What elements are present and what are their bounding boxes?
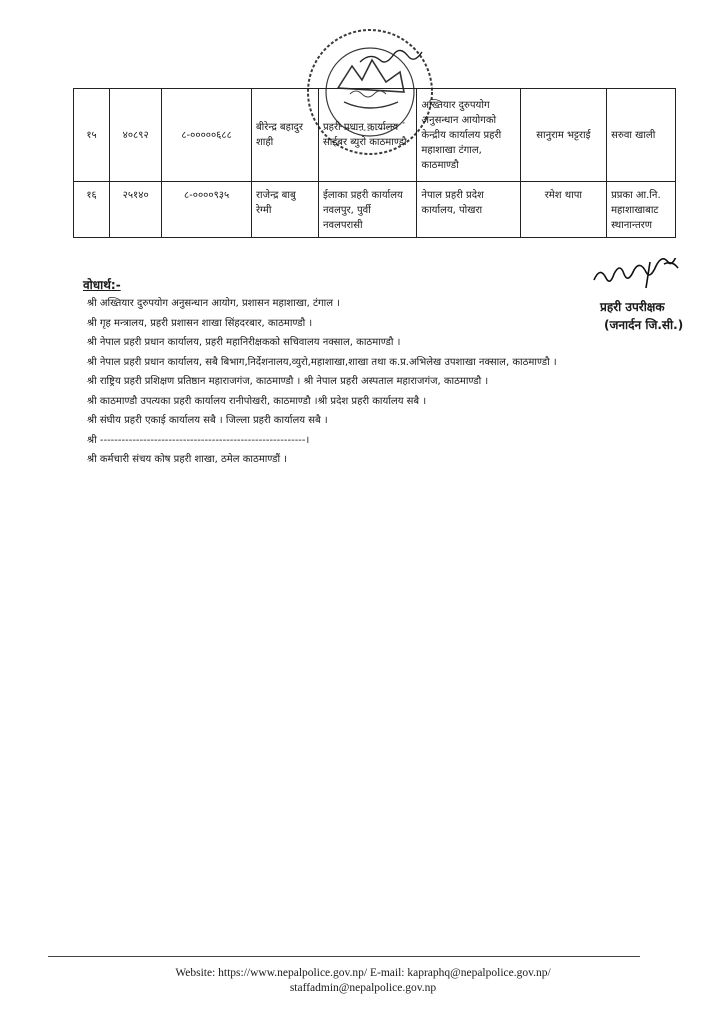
posted-office-cell: नेपाल प्रहरी प्रदेश कार्यालय, पोखरा — [417, 182, 520, 238]
police-id-cell: ४०८९२ — [110, 89, 162, 182]
footer-line-website: Website: https://www.nepalpolice.gov.np/ E-mail: kapraphq@nepalpolice.gov.np/ — [175, 967, 551, 979]
serial-number-cell: १५ — [74, 89, 110, 182]
current-office-cell: प्रहरी प्रधान कार्यालय साईबर ब्युरो काठमाण्डौ — [318, 89, 416, 182]
list-item: श्री कर्मचारी संचय कोष प्रहरी शाखा, ठमेल काठमाण्डौं । — [87, 454, 288, 465]
distribution-list — [87, 294, 557, 470]
table-row — [74, 89, 676, 182]
replacement-cell: सानुराम भट्टराई — [520, 89, 606, 182]
list-item: श्री नेपाल प्रहरी प्रधान कार्यालय, सबै बिभाग,निर्देशनालय,व्युरो,महाशाखा,शाखा तथा क.प्र.अभिलेख उपशाखा नक्साल, काठमाण्डौ । — [87, 356, 557, 368]
list-item: श्री गृह मन्त्रालय, प्रहरी प्रशासन शाखा सिंहदरबार, काठमाण्डौ । — [87, 317, 313, 329]
account-number-cell: ८-०००००६८८ — [162, 89, 252, 182]
list-item: श्री अख्तियार दुरुपयोग अनुसन्धान आयोग, प्रशासन महाशाखा, टंगाल । — [87, 298, 340, 309]
footer-divider — [48, 956, 640, 957]
table-row — [74, 182, 676, 238]
remarks-cell: सरुवा खाली — [607, 89, 676, 182]
footer-contact — [48, 966, 678, 996]
account-number-cell: ८-००००९३५ — [162, 182, 252, 238]
remarks-cell: प्रप्रका आ.नि. महाशाखाबाट स्थानान्तरण — [607, 182, 676, 238]
list-item: श्री नेपाल प्रहरी प्रधान कार्यालय, प्रहरी महानिरीक्षकको सचिवालय नक्साल, काठमाण्डौ । — [87, 337, 401, 348]
posting-table — [73, 88, 676, 238]
footer-line-email: staffadmin@nepalpolice.gov.np — [289, 982, 437, 994]
police-id-cell: २५१४० — [110, 182, 162, 238]
current-office-cell: ईलाका प्रहरी कार्यालय नवलपुर, पुर्वी नवलपरासी — [318, 182, 416, 238]
name-cell: राजेन्द्र बाबु रेग्मी — [251, 182, 318, 238]
signatory-name: (जनार्दन जि.सी.) — [604, 318, 684, 332]
name-cell: बीरेन्द्र बहादुर शाही — [251, 89, 318, 182]
list-item: श्री ---------------------------------------------------------। — [87, 434, 310, 446]
signatory-title: प्रहरी उपरीक्षक — [600, 300, 665, 314]
distribution-heading: वोधार्थ:- — [83, 278, 121, 292]
handwritten-signature — [590, 258, 690, 294]
list-item: श्री संघीय प्रहरी एकाई कार्यालय सबै । जिल्ला प्रहरी कार्यालय सबै । — [87, 415, 328, 426]
serial-number-cell: १६ — [74, 182, 110, 238]
posted-office-cell: अख्तियार दुरुपयोग अनुसन्धान आयोगको केन्द्रीय कार्यालय प्रहरी महाशाखा टंगाल, काठमाण्डौ — [417, 89, 520, 182]
replacement-cell: रमेश थापा — [520, 182, 606, 238]
list-item: श्री काठमाण्डौ उपत्यका प्रहरी कार्यालय रानीपोखरी, काठमाण्डौ ।श्री प्रदेश प्रहरी कार्यालय सबै । — [87, 395, 427, 407]
list-item: श्री राष्ट्रिय प्रहरी प्रशिक्षण प्रतिष्ठान महाराजगंज, काठमाण्डौ । श्री नेपाल प्रहरी अस्पताल महाराजगंज, काठमाण्डौ । — [87, 376, 489, 387]
